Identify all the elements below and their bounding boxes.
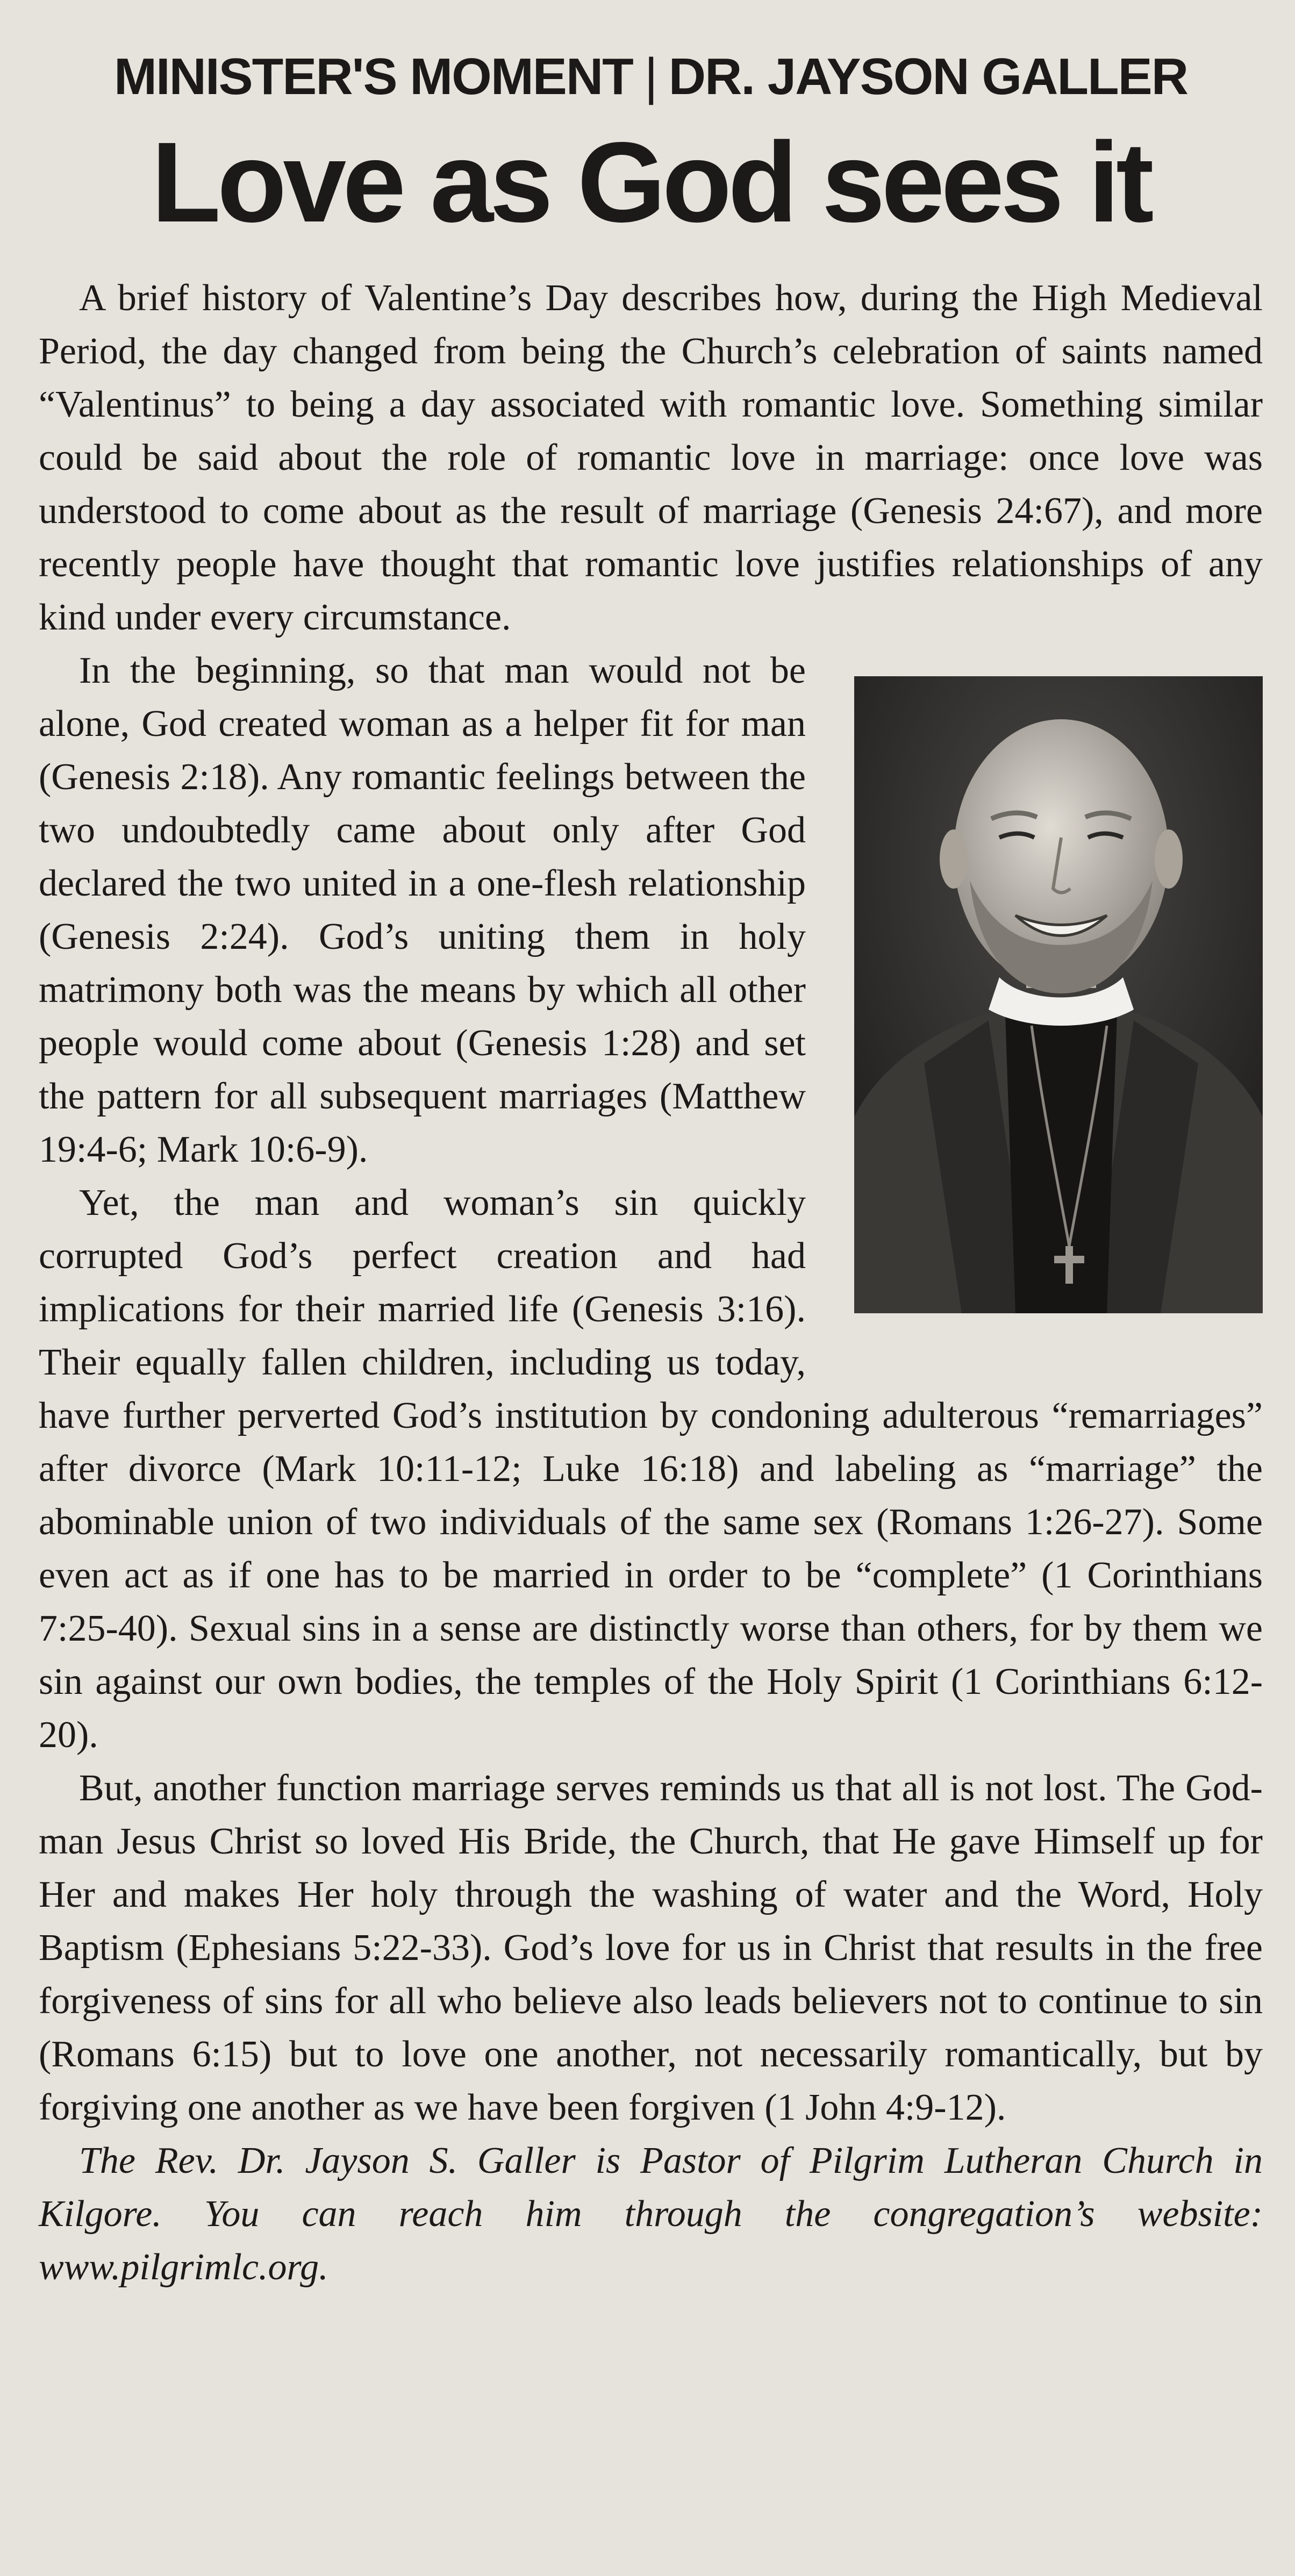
portrait-illustration [854,676,1263,1313]
author-label: DR. JAYSON GALLER [668,48,1188,105]
column-kicker [39,48,1263,105]
article-paragraph-1: A brief history of Valentine’s Day describes how, during the High Medieval Period, the day changed from being the Church’s celebration of saints named “Valentinus” to being a day associated with romantic love. Something similar could be said about the role of romantic love in marriage: once love was understood to come about as the result of marriage (Genesis 24:67), and more recently people have thought that romantic love justifies relationships of any kind under every circumstance. [39,277,1263,638]
article-paragraph-3: Yet, the man and woman’s sin quickly corrupted God’s perfect creation and had implications for their married life (Genesis 3:16). Their equally fallen children, including us today, have further perverted God’s institution by condoning adulterous “remarriages” after divorce (Mark 10:11-12; Luke 16:18) and labeling as “marriage” the abominable union of two individuals of the same sex (Romans 1:26-27). Some even act as if one has to be married in order to be “complete” (1 Corinthians 7:25-40). Sexual sins in a sense are distinctly worse than others, for by them we sin against our own bodies, the temples of the Holy Spirit (1 Corinthians 6:12-20). [39,1182,1263,1756]
article-headline: Love as God sees it [151,118,1150,246]
author-portrait-photo [854,676,1263,1313]
article-body [39,271,1263,2294]
author-byline: The Rev. Dr. Jayson S. Galler is Pastor of Pilgrim Lutheran Church in Kilgore. You can reach him through the congregation’s website: www.pilgrimlc.org. [39,2140,1263,2288]
article-paragraph-4: But, another function marriage serves reminds us that all is not lost. The God-man Jesus Christ so loved His Bride, the Church, that He gave Himself up for Her and makes Her holy through the washing of water and the Word, Holy Baptism (Ephesians 5:22-33). God’s love for us in Christ that results in the free forgiveness of sins for all who believe also leads believers not to continue to sin (Romans 6:15) but to love one another, not necessarily romantically, but by forgiving one another as we have been forgiven (1 John 4:9-12). [39,1768,1263,2128]
article-paragraph-2: In the beginning, so that man would not be alone, God created woman as a helper fit for man (Genesis 2:18). Any romantic feelings between the two undoubtedly came about only after God declared the two united in a one-flesh relationship (Genesis 2:24). God’s uniting them in holy matrimony both was the means by which all other people would come about (Genesis 1:28) and set the pattern for all subsequent marriages (Matthew 19:4-6; Mark 10:6-9). [39,650,806,1170]
column-label: MINISTER'S MOMENT [113,48,633,105]
kicker-separator: | [644,48,657,105]
